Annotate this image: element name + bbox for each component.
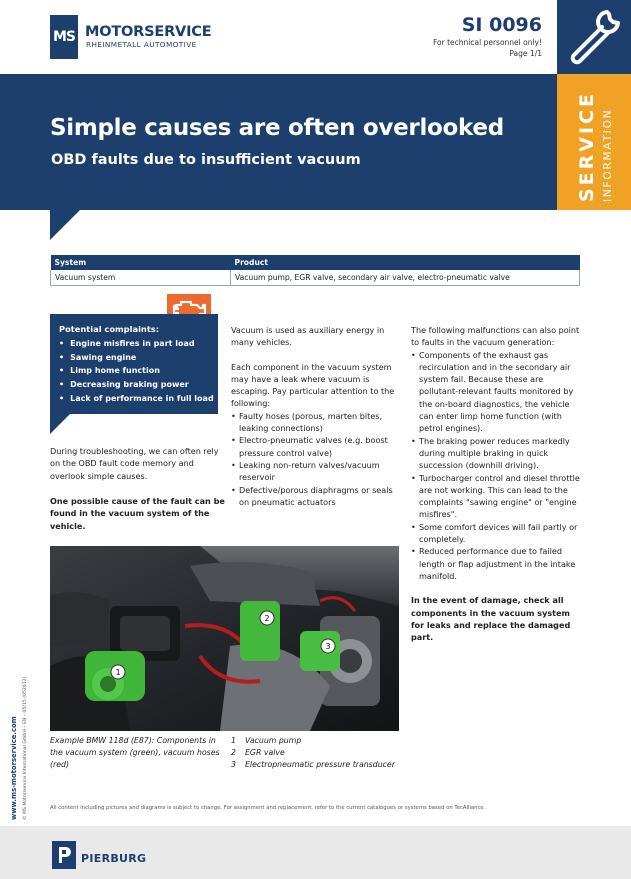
engine-bay-photo (50, 546, 399, 731)
table-header-product: Product (231, 255, 580, 270)
service-tab-line1: SERVICE (576, 91, 598, 202)
brand-subtitle: RHEINMETALL AUTOMOTIVE (86, 40, 197, 49)
photo-marker-1 (111, 665, 125, 679)
page-indicator: Page 1/1 (509, 49, 542, 58)
page-title: Simple causes are often overlooked (50, 115, 504, 141)
leak-checklist (231, 410, 401, 508)
possible-cause-paragraph: One possible cause of the fault can be found in the vacuum system of the vehicle. (50, 496, 225, 531)
svg-text:1: 1 (115, 668, 121, 677)
photo-caption: Example BMW 118d (E87): Components in the vacuum system (green), vacuum hoses (red) (50, 736, 220, 769)
legend-number: 3 (231, 759, 236, 769)
photo-marker-2 (260, 611, 274, 625)
list-item: • Engine misfires in part load (59, 337, 218, 351)
complaints-heading: Potential complaints: (59, 324, 160, 334)
list-item: • Electro-pneumatic valves (e.g. boost pressure control valve) (231, 434, 401, 459)
malfunctions-list (411, 349, 583, 583)
legend-label: Electropneumatic pressure transducer (245, 759, 395, 769)
svg-text:3: 3 (325, 642, 331, 651)
pierburg-logo (52, 841, 76, 869)
vacuum-intro: Vacuum is used as auxiliary energy in many vehicles. (231, 325, 385, 348)
brand-name: MOTORSERVICE (85, 24, 212, 40)
copyright-note: © MS Motorservice International GmbH – EN – 05/15 (052012) (23, 676, 28, 820)
malfunctions-intro: The following malfunctions can also point to faults in the vacuum generation: (411, 325, 580, 348)
malfunctions-column (411, 324, 583, 643)
list-item: • Faulty hoses (porous, marten bites, leaking connections) (231, 410, 401, 435)
table-row (51, 270, 580, 286)
disclaimer: All content including pictures and diagrams is subject to change. For assignment and replacement, refer to the current catalogues or systems based on TecAlliance. (50, 805, 486, 811)
potential-complaints-box (50, 314, 218, 414)
system-product-table (50, 255, 580, 286)
page-subtitle: OBD faults due to insufficient vacuum (51, 152, 361, 168)
list-item: • Sawing engine (59, 351, 218, 365)
legend-label: EGR valve (245, 747, 285, 757)
legend-number: 1 (231, 736, 236, 745)
list-item: • Reduced performance due to failed length or flap adjustment in the intake manifold. (411, 545, 583, 582)
photo-legend (231, 735, 395, 770)
list-item: • Turbocharger control and diesel throttle are not working. This can lead to the complaints "sawing engine" or "engine misfires". (411, 472, 583, 521)
damage-instruction: In the event of damage, check all components in the vacuum system for leaks and replace the damaged part. (411, 595, 571, 643)
list-item: • Decreasing braking power (59, 378, 218, 392)
list-item: • Some comfort devices will fail partly or completely. (411, 521, 583, 546)
title-banner (0, 74, 557, 210)
table-cell-system: Vacuum system (51, 270, 231, 286)
list-item: • Defective/porous diaphragms or seals on pneumatic actuators (231, 484, 401, 509)
footer-brand: PIERBURG (81, 852, 147, 865)
legend-item (231, 759, 395, 771)
ms-logo: MS (50, 15, 78, 59)
table-cell-product: Vacuum pump, EGR valve, secondary air valve, electro-pneumatic valve (231, 270, 580, 286)
website-link[interactable]: www.ms-motorservice.com (10, 716, 18, 820)
service-tab-line2: INFORMATION (602, 108, 614, 202)
list-item: • Components of the exhaust gas recirculation and in the secondary air system fail. Because these are pollutant-relevant faults monitored by the on-board diagnostics, the vehicle can enter limp home function (with petrol engines). (411, 349, 583, 435)
complaints-list (59, 337, 218, 406)
si-number: SI 0096 (461, 14, 542, 36)
legend-label: Vacuum pump (245, 736, 302, 745)
photo-marker-3 (321, 639, 335, 653)
list-item: • Limp home function (59, 364, 218, 378)
table-header-system: System (51, 255, 231, 270)
list-item: • The braking power reduces markedly during multiple braking in quick succession (downhill driving). (411, 435, 583, 472)
service-tab-label (557, 74, 631, 210)
troubleshooting-paragraph: During troubleshooting, we can often rely on the OBD fault code memory and overlook simple causes. (50, 446, 219, 481)
complaints-box-tail (50, 414, 70, 434)
vacuum-leak-paragraph: Each component in the vacuum system may have a leak where vacuum is escaping. Pay particular attention to the following: (231, 361, 395, 409)
svg-text:2: 2 (264, 614, 270, 623)
list-item: • Leaking non-return valves/vacuum reservoir (231, 459, 401, 484)
banner-tail (50, 210, 80, 240)
legend-item (231, 747, 395, 759)
technical-personnel-note: For technical personnel only! (433, 38, 542, 47)
wrench-tile (557, 0, 631, 74)
legend-item (231, 735, 395, 747)
legend-number: 2 (231, 747, 236, 757)
pierburg-p-icon (52, 841, 76, 869)
list-item: • Lack of performance in full load (59, 392, 218, 406)
vacuum-column (231, 324, 401, 508)
wrench-icon (557, 0, 631, 74)
